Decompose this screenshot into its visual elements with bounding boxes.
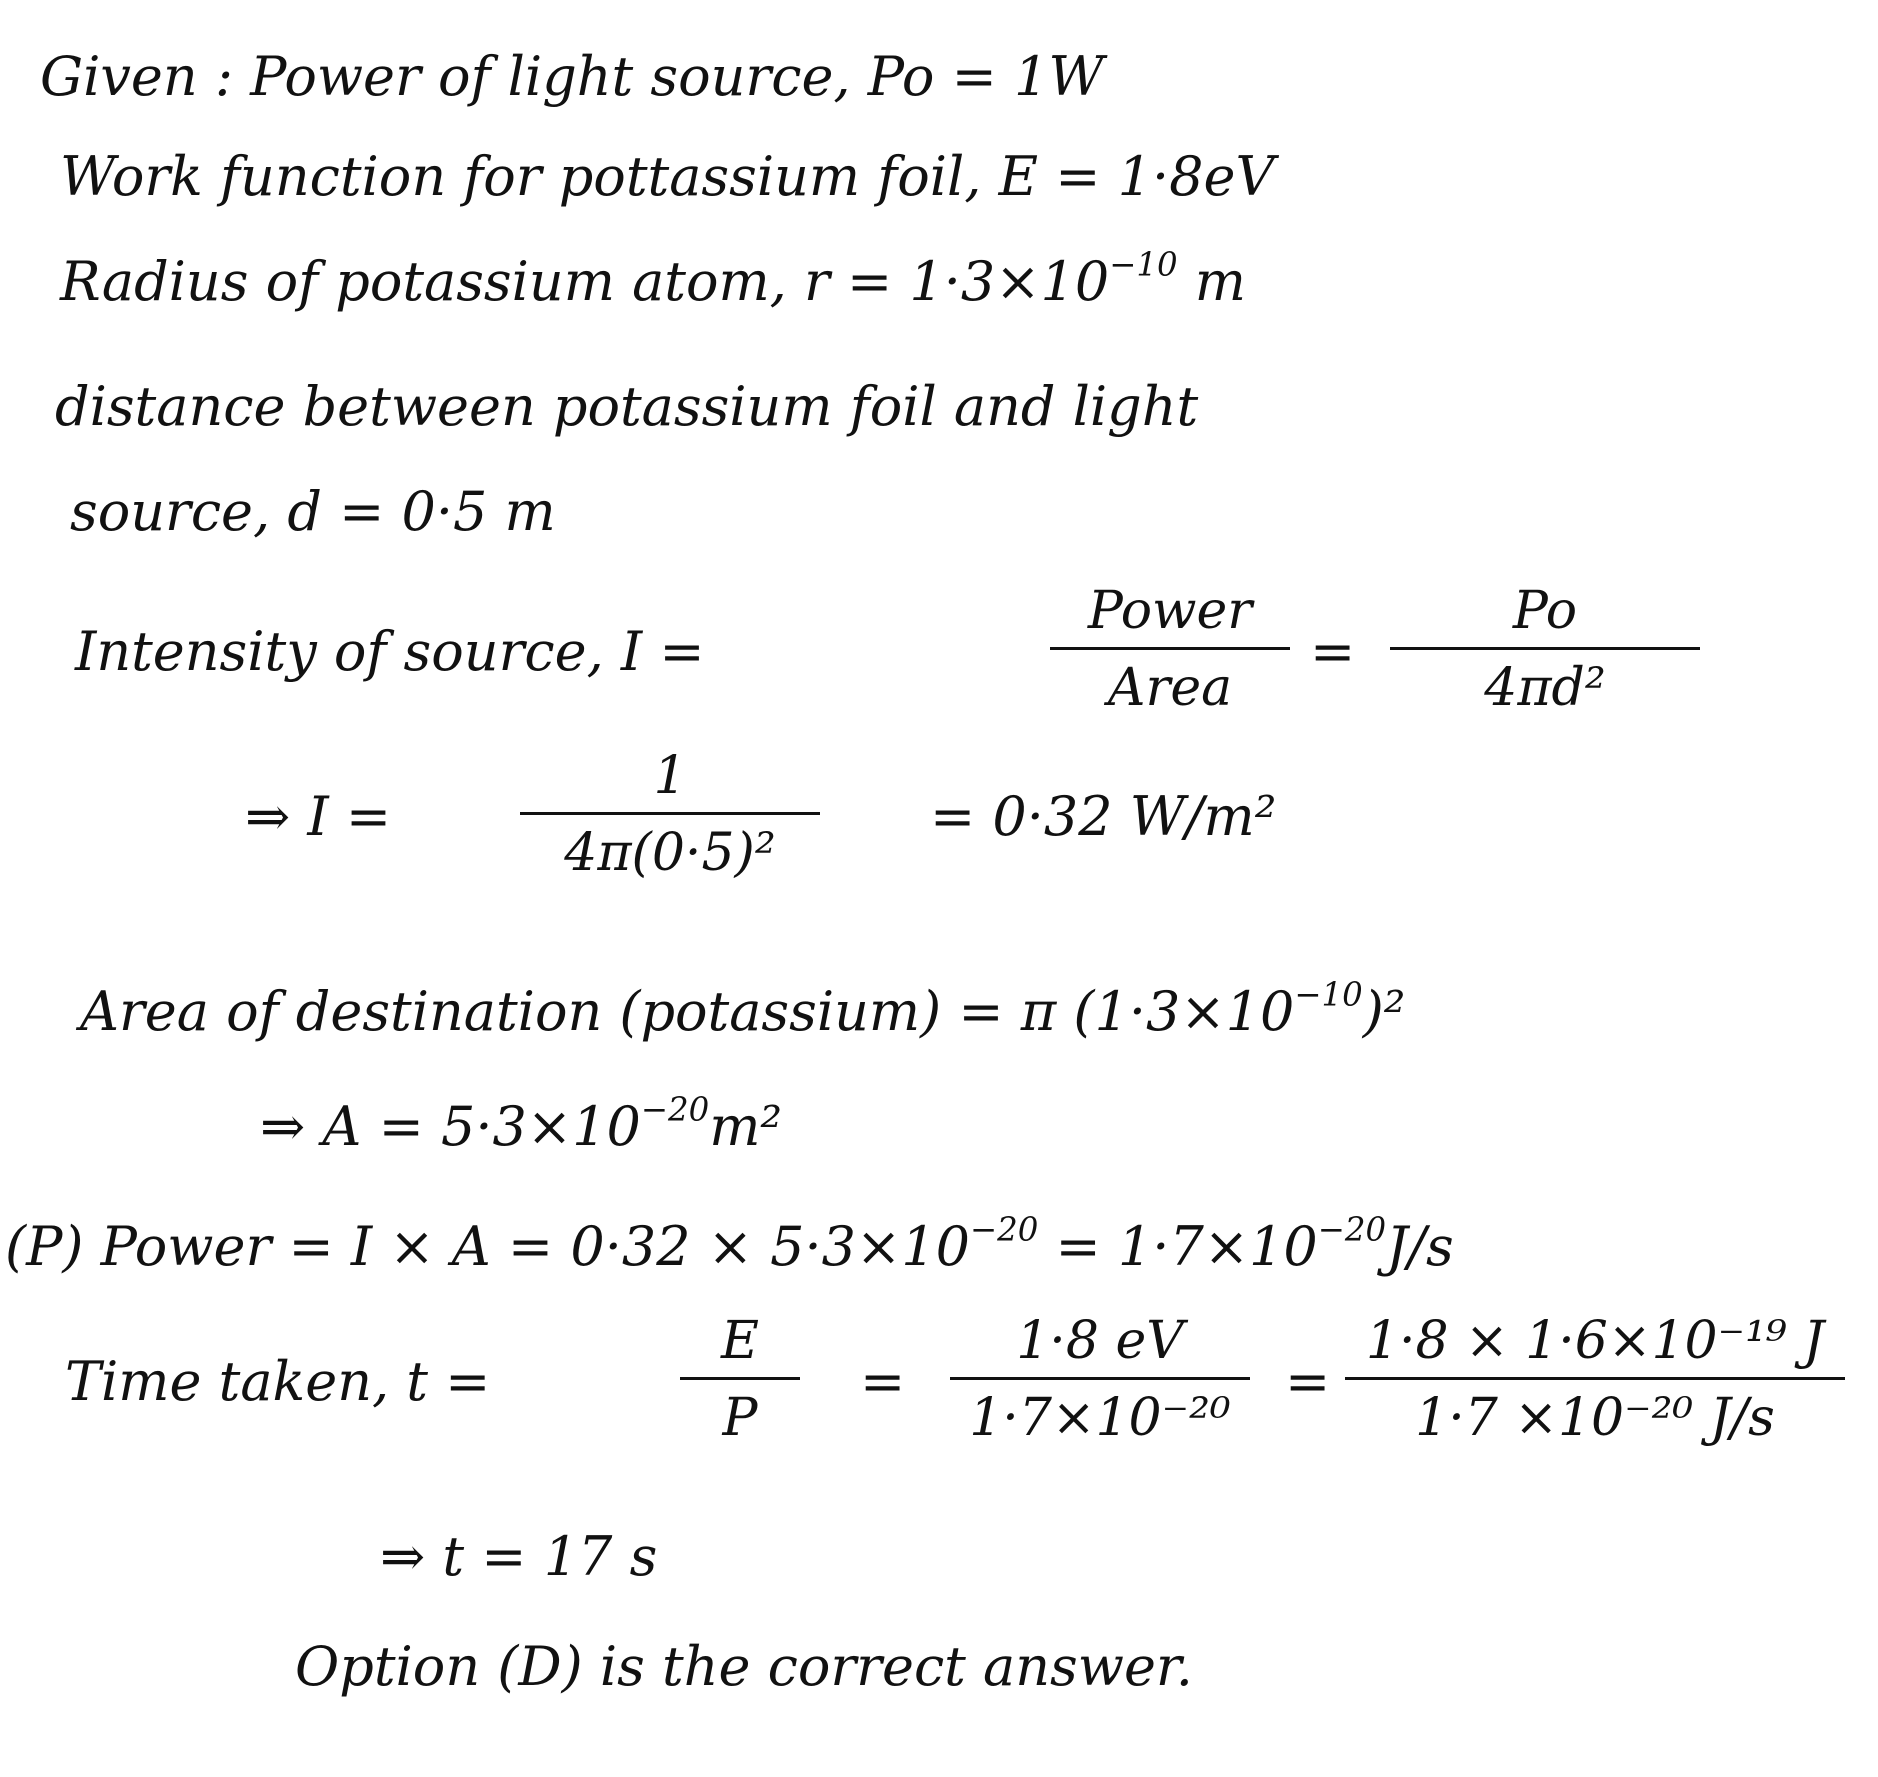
intensity-fraction-power-area: Power Area xyxy=(1050,585,1290,714)
given-radius-line: Radius of potassium atom, $r = 1\cdot 3\times 10^{-10}$ m xyxy=(60,245,1246,313)
intensity-fraction-po: Po 4πd² xyxy=(1390,585,1700,714)
time-equals-2: = xyxy=(1285,1350,1331,1413)
power-line: (P) Power = $I \times A = 0\cdot 32 \times 5\cdot 3\times 10^{-20} = 1\cdot 7\times 10^{-20}J/s$ xyxy=(5,1210,1454,1278)
time-fraction-joules: 1·8 × 1·6×10⁻¹⁹ J 1·7 ×10⁻²⁰ J/s xyxy=(1345,1315,1845,1444)
intensity-equals: = xyxy=(1310,620,1356,683)
intensity-step-fraction: 1 4π(0·5)² xyxy=(520,750,820,879)
time-lhs: Time taken, t = xyxy=(65,1350,491,1413)
area-formula-line: Area of destination (potassium) = π $(1\cdot 3\times 10^{-10})^2$ xyxy=(80,975,1406,1043)
conclusion-line: Option (D) is the correct answer. xyxy=(295,1635,1193,1698)
time-equals-1: = xyxy=(860,1350,906,1413)
given-work-function-line: Work function for pottassium foil, E = 1·8eV xyxy=(60,145,1275,208)
given-power-line: Given : Power of light source, Po = 1W xyxy=(40,45,1104,108)
intensity-lhs: Intensity of source, I = xyxy=(75,620,705,683)
time-result-line: ⇒ t = 17 s xyxy=(380,1525,658,1588)
time-fraction-e-p: E P xyxy=(680,1315,800,1444)
area-result-line: ⇒ $A = 5\cdot 3\times 10^{-20}m^2$ xyxy=(260,1090,783,1158)
given-distance-line: distance between potassium foil and light xyxy=(55,375,1199,438)
intensity-result: = 0·32 W/m² xyxy=(930,785,1277,848)
time-fraction-ev: 1·8 eV 1·7×10⁻²⁰ xyxy=(950,1315,1250,1444)
intensity-step-lhs: ⇒ I = xyxy=(245,785,392,848)
given-distance-value-line: source, d = 0·5 m xyxy=(70,480,556,543)
